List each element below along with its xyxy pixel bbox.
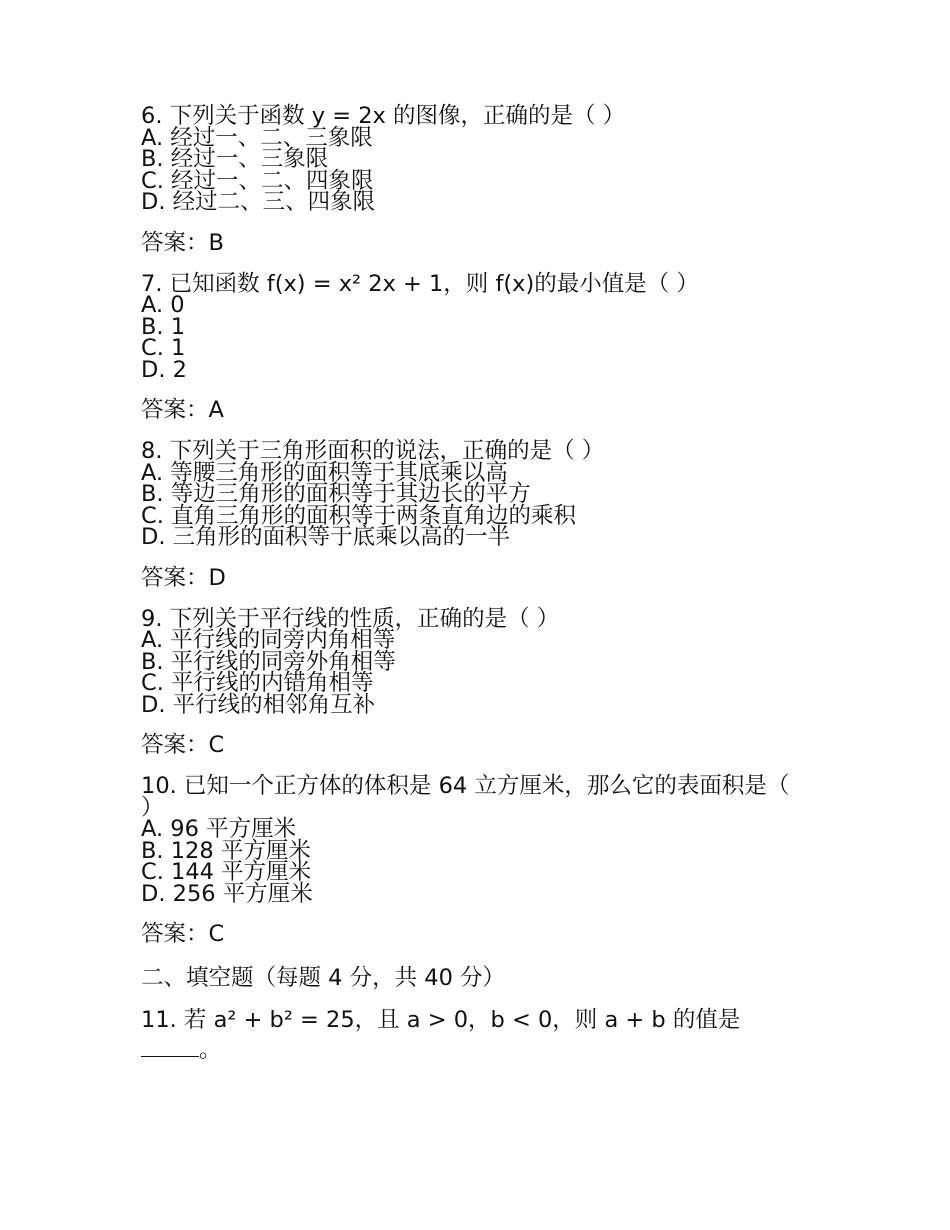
option-a: A. 0 bbox=[141, 292, 185, 318]
option-b: B. 1 bbox=[141, 313, 186, 340]
option-d: D. 256 平方厘米 bbox=[141, 880, 313, 907]
question-suffix: 。 bbox=[199, 1037, 222, 1063]
option-a: A. 经过一、二、三象限 bbox=[141, 124, 373, 151]
question-stem: 6. 下列关于函数 y = 2x 的图像，正确的是（ ） bbox=[141, 103, 626, 129]
document-page bbox=[141, 103, 811, 1065]
option-c: C. 直角三角形的面积等于两条直角边的乘积 bbox=[141, 502, 577, 529]
question-stem: 7. 已知函数 f(x) = x² 2x + 1，则 f(x)的最小值是（ ） bbox=[141, 270, 699, 297]
answer: 答案：C bbox=[141, 732, 225, 758]
option-b: B. 经过一、三象限 bbox=[141, 146, 329, 172]
section-title: 二、填空题（每题 4 分，共 40 分） bbox=[141, 965, 506, 991]
option-a: A. 96 平方厘米 bbox=[141, 816, 297, 842]
question-stem: 9. 下列关于平行线的性质，正确的是（ ） bbox=[141, 605, 560, 632]
question-9 bbox=[141, 605, 811, 759]
option-d: D. 平行线的相邻角互补 bbox=[141, 691, 376, 718]
option-d: D. 2 bbox=[141, 356, 187, 383]
question-7 bbox=[141, 270, 811, 424]
question-10 bbox=[141, 773, 811, 947]
question-6 bbox=[141, 103, 811, 256]
question-stem: 8. 下列关于三角形面积的说法，正确的是（ ） bbox=[141, 438, 605, 464]
answer-blank bbox=[141, 1038, 199, 1057]
option-d: D. 经过二、三、四象限 bbox=[141, 189, 376, 215]
option-d: D. 三角形的面积等于底乘以高的一半 bbox=[141, 524, 511, 550]
answer: 答案：A bbox=[141, 397, 224, 423]
option-c: C. 经过一、二、四象限 bbox=[141, 167, 374, 194]
question-stem: 11. 若 a² + b² = 25，且 a > 0，b < 0，则 a + b 的值是 bbox=[141, 1007, 741, 1033]
option-b: B. 平行线的同旁外角相等 bbox=[141, 648, 396, 675]
option-c: C. 平行线的内错角相等 bbox=[141, 670, 374, 696]
answer: 答案：D bbox=[141, 564, 226, 591]
option-c: C. 1 bbox=[141, 335, 186, 361]
option-a: A. 平行线的同旁内角相等 bbox=[141, 627, 396, 653]
option-c: C. 144 平方厘米 bbox=[141, 859, 312, 885]
option-b: B. 等边三角形的面积等于其边长的平方 bbox=[141, 481, 531, 507]
option-b: B. 128 平方厘米 bbox=[141, 837, 311, 864]
option-a: A. 等腰三角形的面积等于其底乘以高 bbox=[141, 459, 508, 486]
question-8 bbox=[141, 438, 811, 591]
fill-question-11 bbox=[141, 1005, 803, 1065]
answer: 答案：B bbox=[141, 229, 224, 256]
question-stem: 10. 已知一个正方体的体积是 64 立方厘米，那么它的表面积是（ ） bbox=[141, 773, 790, 821]
answer: 答案：C bbox=[141, 921, 225, 947]
